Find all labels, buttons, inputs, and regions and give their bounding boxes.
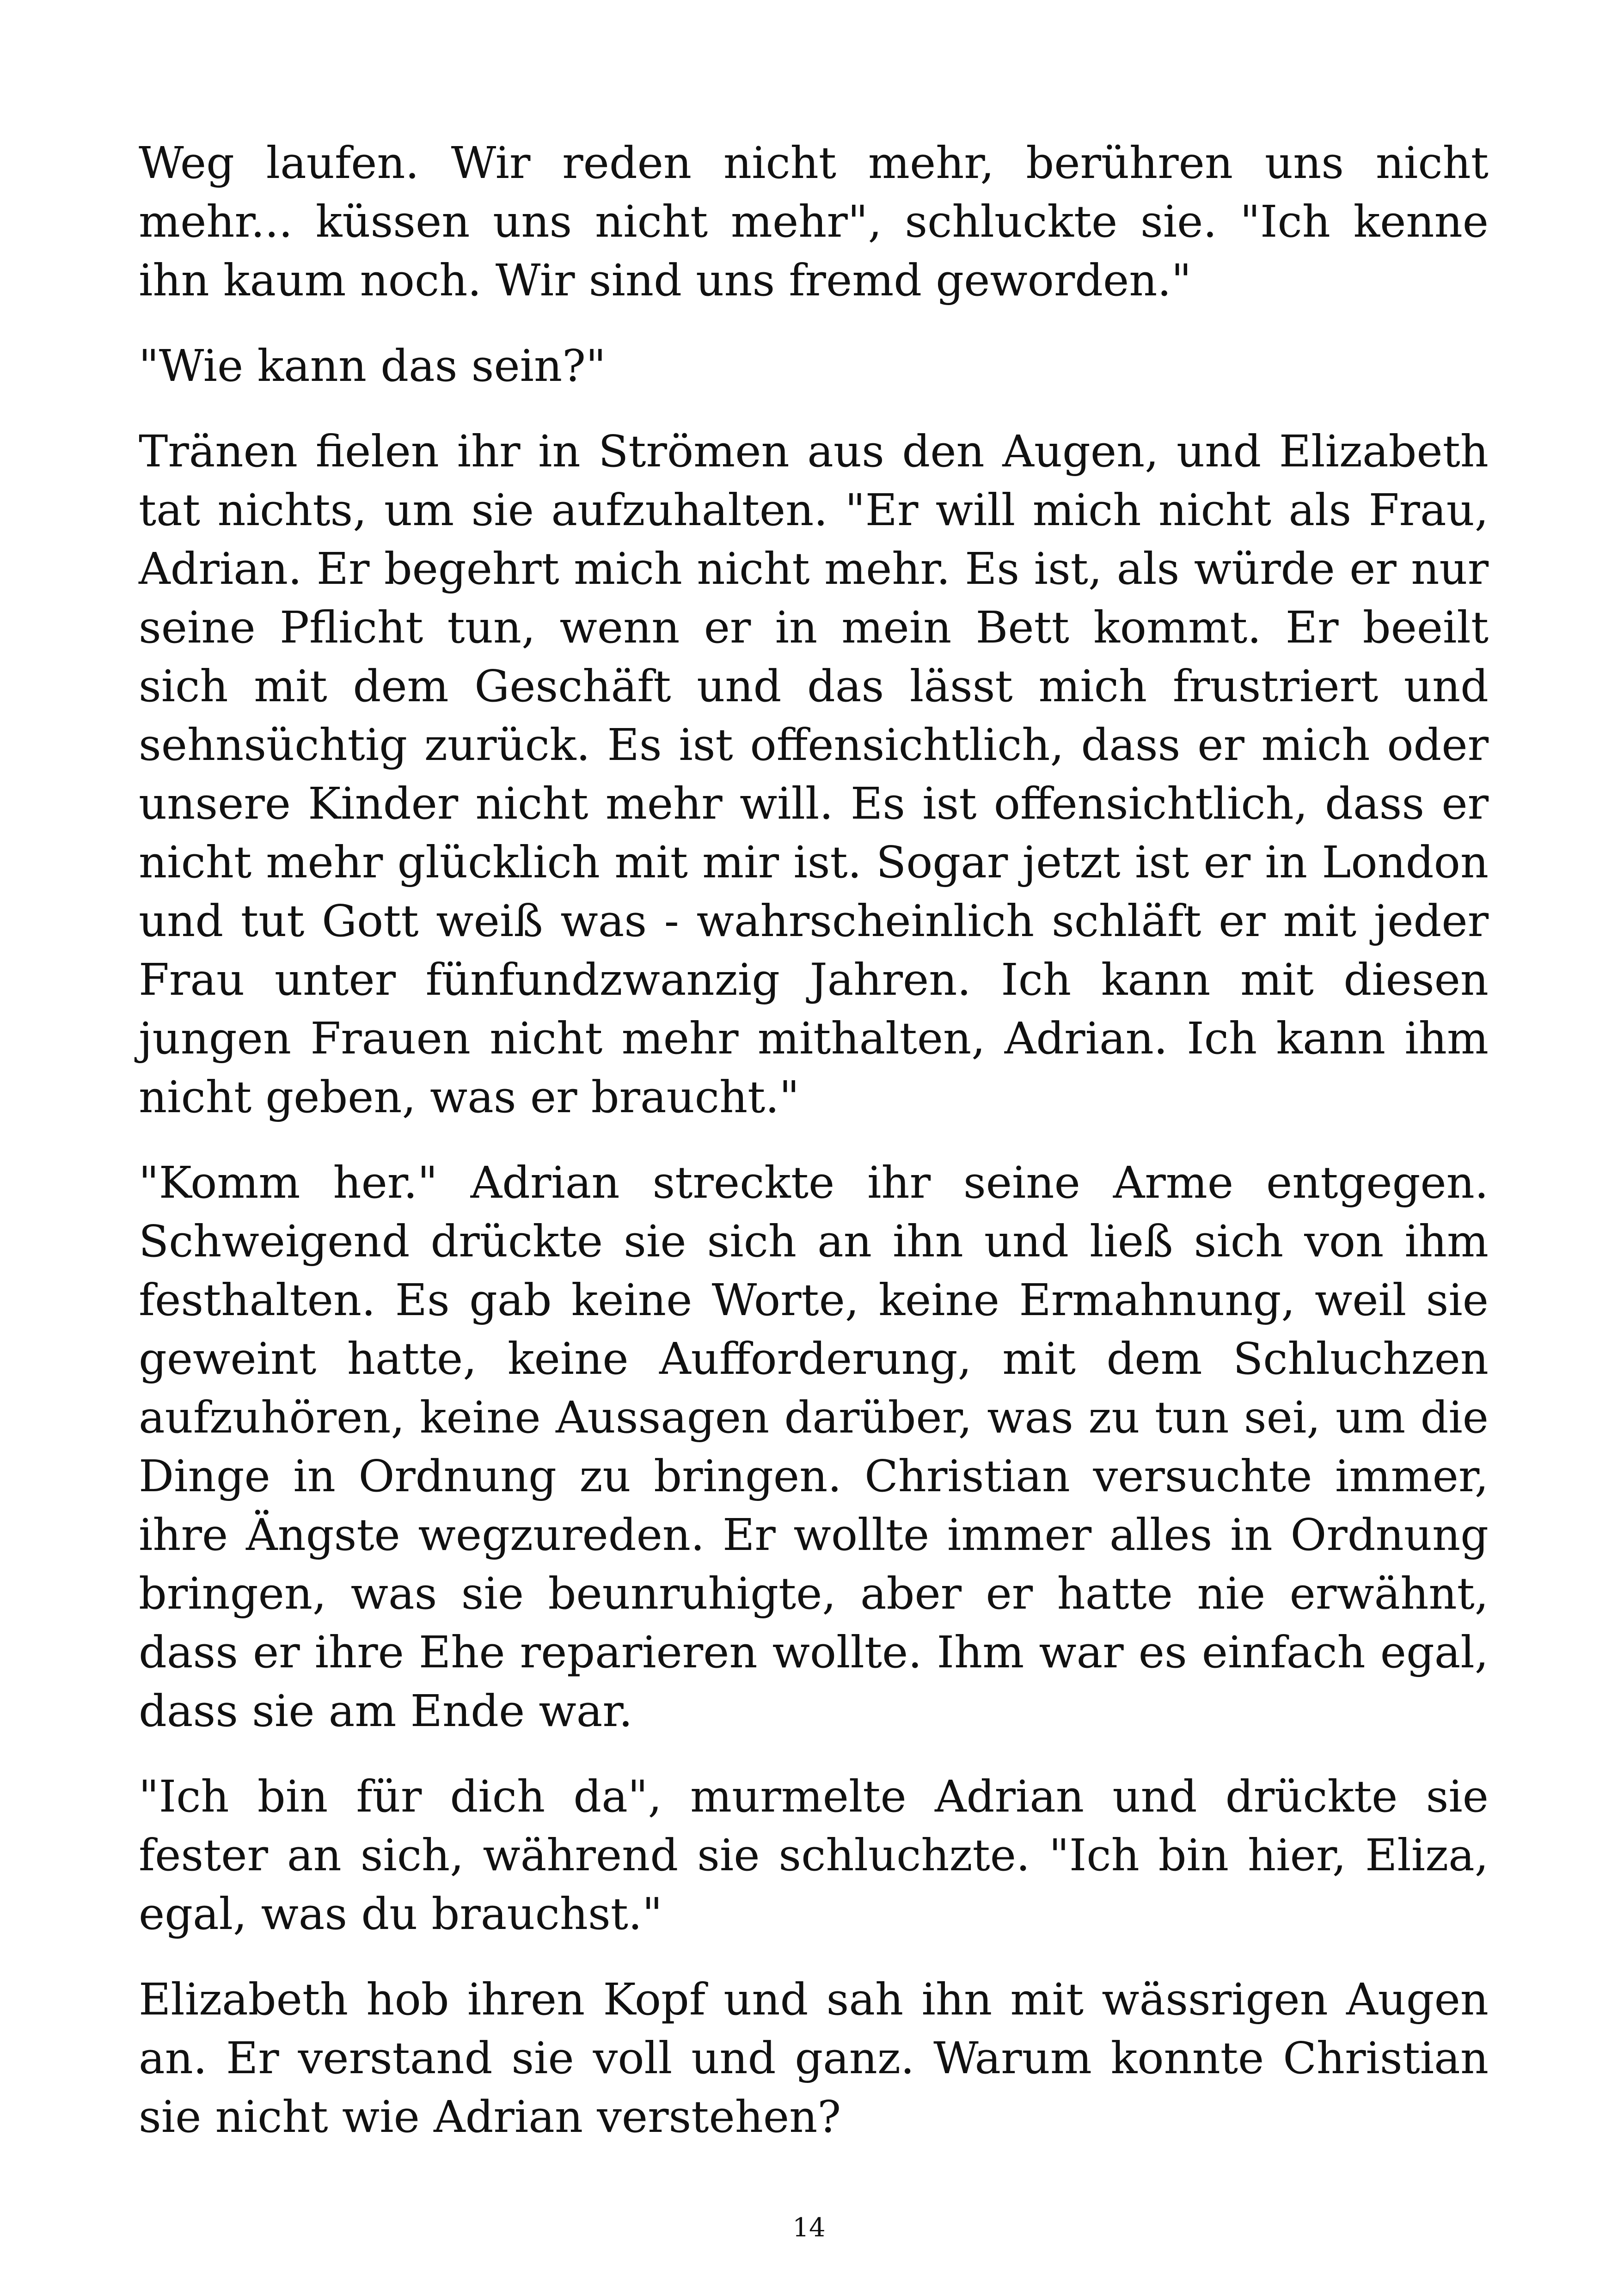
- page-number: 14: [792, 2213, 826, 2243]
- paragraph-5: "Ich bin für dich da", murmelte Adrian und drückte sie fester an sich, während sie schluchzte. "Ich bin hier, Eliza, egal, was du brauchst.": [139, 1771, 1489, 1940]
- paragraph-1: Weg laufen. Wir reden nicht mehr, berühren uns nicht mehr... küssen uns nicht mehr", schluckte sie. "Ich kenne ihn kaum noch. Wir sind uns fremd geworden.": [139, 138, 1489, 306]
- paragraph-3: Tränen fielen ihr in Strömen aus den Augen, und Elizabeth tat nichts, um sie aufzuhalten. "Er will mich nicht als Frau, Adrian. Er begehrt mich nicht mehr. Es ist, als würde er nur seine Pflicht tun, wenn er in mein Bett kommt. Er beeilt sich mit dem Geschäft und das lässt mich frustriert und sehnsüchtig zurück. Es ist offensichtlich, dass er mich oder unsere Kinder nicht mehr will. Es ist offensichtlich, dass er nicht mehr glücklich mit mir ist. Sogar jetzt ist er in London und tut Gott weiß was - wahrscheinlich schläft er mit jeder Frau unter fünfundzwanzig Jahren. Ich kann mit diesen jungen Frauen nicht mehr mithalten, Adrian. Ich kann ihm nicht geben, was er braucht.": [139, 426, 1489, 1123]
- paragraph-6: Elizabeth hob ihren Kopf und sah ihn mit wässrigen Augen an. Er verstand sie voll und ganz. Warum konnte Christian sie nicht wie Adrian verstehen?: [139, 1974, 1489, 2143]
- paragraph-4: "Komm her." Adrian streckte ihr seine Arme entgegen. Schweigend drückte sie sich an ihn und ließ sich von ihm festhalten. Es gab keine Worte, keine Ermahnung, weil sie geweint hatte, keine Aufforderung, mit dem Schluchzen aufzuhören, keine Aussagen darüber, was zu tun sei, um die Dinge in Ordnung zu bringen. Christian versuchte immer, ihre Ängste wegzureden. Er wollte immer alles in Ordnung bringen, was sie beunruhigte, aber er hatte nie erwähnt, dass er ihre Ehe reparieren wollte. Ihm war es einfach egal, dass sie am Ende war.: [139, 1157, 1489, 1737]
- paragraph-2: "Wie kann das sein?": [139, 341, 606, 392]
- body-text: [139, 134, 1489, 2174]
